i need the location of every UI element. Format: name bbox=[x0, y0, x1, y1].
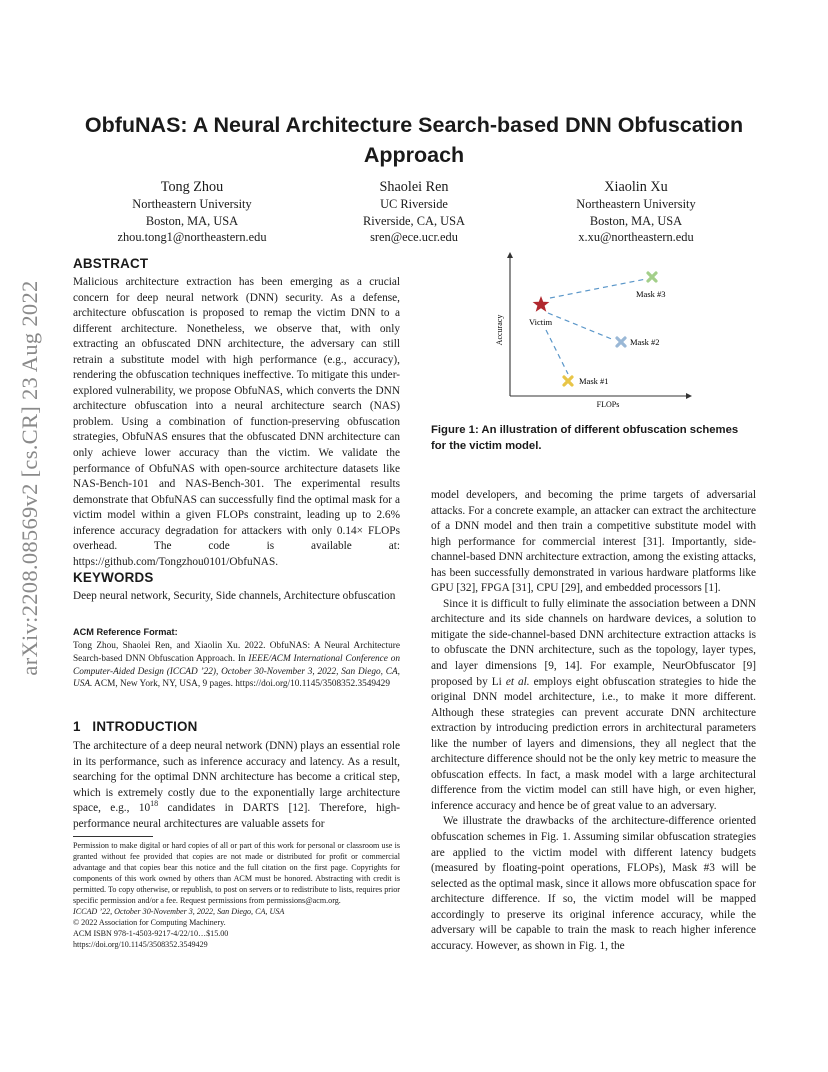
author-email: sren@ece.ucr.edu bbox=[370, 230, 458, 244]
intro-paragraph-1 bbox=[73, 739, 400, 832]
acm-ref-heading: ACM Reference Format: bbox=[73, 627, 178, 637]
footnote-rule bbox=[73, 836, 153, 837]
footnote-permission: Permission to make digital or hard copies of all or part of this work for personal or classroom use is granted without fee provided that copies are not made or distributed for profit or commercial advantage and that copies bear this notice and the full citation on the first page. Copyrights for components of this work owned by others than ACM must be honored. Abstracting with credit is permitted. To copy otherwise, or republish, to post on servers or to redistribute to lists, requires prior specific permission and/or a fee. Request permissions from permissions@acm.org. bbox=[73, 841, 400, 905]
acm-ref-part-b: ACM, New York, NY, USA, 9 pages. https://doi.org/10.1145/3508352.3549429 bbox=[92, 679, 390, 690]
author-location: Boston, MA, USA bbox=[589, 213, 683, 228]
author-name: Tong Zhou bbox=[160, 179, 224, 195]
figure-1 bbox=[480, 250, 700, 410]
intro-p1-a: The architecture of a deep neural network (DNN) plays an essential role in its performance, such as inference accuracy and latency. As a result, searching for the optimal DNN architecture has become a critical step, which is extremely costly due to the exponentially large architecture space, e.g., 10 bbox=[73, 740, 400, 815]
right-paragraph-2 bbox=[431, 597, 756, 815]
link-victim-mask3 bbox=[550, 279, 646, 298]
arxiv-id: arXiv:2208.08569v2 [cs.CR] 23 Aug 2022 bbox=[17, 280, 42, 676]
intro-heading bbox=[73, 719, 197, 734]
link-victim-mask2 bbox=[548, 313, 614, 340]
author-affiliation: UC Riverside bbox=[380, 197, 448, 211]
author-location: Riverside, CA, USA bbox=[363, 213, 465, 228]
mask3-label: Mask #3 bbox=[636, 289, 666, 299]
right-paragraph-3: We illustrate the drawbacks of the architecture-difference oriented obfuscation schemes in Fig. 1. Assuming similar obfuscation strategies are applied to the victim model with different latency budgets (measured by floating-point operations, FLOPs), Mask #3 will be selected as the optimal mask, since it allows more obfuscation space for architecture difference. If so, the victim model will be mapped accordingly to preserve its original inference accuracy, while the adversary will be capable to train the mask to reach higher inference accuracy. However, as shown in Fig. 1, the bbox=[431, 815, 757, 952]
intro-heading-text: INTRODUCTION bbox=[92, 719, 198, 734]
victim-star-icon bbox=[533, 296, 550, 312]
mask2-label: Mask #2 bbox=[630, 337, 660, 347]
footnote-copyright: © 2022 Association for Computing Machinery. bbox=[73, 918, 226, 927]
author-name: Shaolei Ren bbox=[379, 179, 449, 195]
author-block-1 bbox=[62, 178, 322, 246]
y-axis-label: Accuracy bbox=[495, 314, 504, 346]
author-name: Xiaolin Xu bbox=[604, 179, 668, 195]
author-email: x.xu@northeastern.edu bbox=[578, 230, 694, 244]
mask1-label: Mask #1 bbox=[579, 376, 609, 386]
abstract-heading: ABSTRACT bbox=[73, 256, 149, 271]
keywords-heading: KEYWORDS bbox=[73, 570, 154, 585]
right-p2-b: employs eight obfuscation strategies to hide the original DNN model architecture, i.e., to make it more different. Although these strategies can prevent accurate DNN architecture extraction by introducing prediction errors in architectural parameters like the number of layers and dimensions, they all neglect that the architecture difference should not be the only key metric to measure the obfuscation effects. In fact, a mask model with a large architectural difference from the victim model can still have high, or even higher, inference accuracy and hence be of great value to an adversary. bbox=[431, 675, 757, 812]
author-email: zhou.tong1@northeastern.edu bbox=[117, 230, 267, 244]
author-affiliation: Northeastern University bbox=[132, 197, 252, 211]
mask3-cross-icon bbox=[648, 273, 656, 281]
arxiv-stamp bbox=[13, 278, 47, 678]
x-axis-label: FLOPs bbox=[596, 400, 620, 409]
right-p2-a: Since it is difficult to fully eliminate the association between a DNN architecture and its side channels on hardware devices, a solution to mitigate the side-channel-based DNN architecture extraction attacks is to obfuscate the DNN architecture, such as the topology, layer types, and layer dimensions [9, 14]. For example, NeurObfuscator [9] proposed by Li bbox=[431, 597, 756, 688]
intro-text bbox=[73, 739, 400, 832]
right-p2-italic: et al. bbox=[505, 675, 530, 688]
footnote-conf: ICCAD ’22, October 30-November 3, 2022, San Diego, CA, USA bbox=[73, 907, 285, 916]
intro-heading-number: 1 bbox=[73, 719, 81, 734]
abstract-body: Malicious architecture extraction has been emerging as a crucial concern for deep neural network (DNN) security. As a defense, architecture obfuscation is proposed to remap the victim DNN to a different architecture. Nonetheless, we observe that, with only extracting an obfuscated DNN architecture, the adversary can still retrain a substitute model with high performance (e.g., accuracy), rendering the obfuscation techniques ineffective. To mitigate this under-explored vulnerability, we propose ObfuNAS, which converts the DNN architecture obfuscation into a neural architecture search (NAS) problem. Using a combination of function-preserving obfuscation strategies, ObfuNAS ensures that the obfuscated DNN architecture can only achieve lower accuracy than the victim. We validate the performance of ObfuNAS with open-source architecture datasets like NAS-Bench-101 and NAS-Bench-301. The experimental results demonstrate that ObfuNAS can successfully find the optimal mask for a victim model within a given FLOPs constraint, leading up to 2.6% inference accuracy degradation for attackers with only 0.14× FLOPs overhead. The code is available at: https://github.com/Tongzhou0101/ObfuNAS. bbox=[73, 276, 400, 568]
mask2-cross-icon bbox=[617, 338, 625, 346]
intro-p1-b: candidates in DARTS [12]. Therefore, high-performance neural architectures are valuable assets for bbox=[73, 802, 400, 830]
keywords-text: Deep neural network, Security, Side channels, Architecture obfuscation bbox=[73, 590, 396, 602]
x-axis-arrow bbox=[686, 393, 692, 399]
y-axis-arrow bbox=[507, 252, 513, 258]
author-block-2 bbox=[284, 178, 544, 246]
abstract-text bbox=[73, 275, 400, 570]
author-block-3 bbox=[506, 178, 766, 246]
acm-ref-part-a: Tong Zhou, Shaolei Ren, and Xiaolin Xu. 2022. ObfuNAS: A Neural Architecture Search-based DNN Obfuscation Approach. In bbox=[73, 641, 400, 664]
right-paragraph-1: model developers, and becoming the prime targets of adversarial attacks. For a concrete example, an attacker can extract the architecture of a DNN model and then train a competitive substitute model with high performance for commercial interest [31]. Importantly, side-channel-based DNN architecture extraction, among the existing attacks, has been successfully demonstrated in various hardware platforms like GPU [32], FPGA [31], CPU [29], and embedded processors [1]. bbox=[431, 489, 756, 595]
mask1-cross-icon bbox=[564, 377, 572, 385]
author-location: Boston, MA, USA bbox=[145, 213, 239, 228]
intro-p1-sup: 18 bbox=[150, 799, 159, 809]
footnote bbox=[73, 840, 400, 950]
footnote-doi: https://doi.org/10.1145/3508352.3549429 bbox=[73, 940, 208, 949]
footnote-isbn: ACM ISBN 978-1-4503-9217-4/22/10…$15.00 bbox=[73, 929, 229, 938]
acm-ref-venue: IEEE/ACM International Conference on Computer-Aided Design (ICCAD ’22), October 30-November 3, 2022, San Diego, CA, USA. bbox=[73, 653, 400, 690]
acm-ref-text bbox=[73, 640, 400, 691]
figure-caption: Figure 1: An illustration of different obfuscation schemes for the victim model. bbox=[431, 424, 739, 452]
victim-label: Victim bbox=[529, 317, 553, 327]
link-victim-mask1 bbox=[546, 330, 568, 374]
author-affiliation: Northeastern University bbox=[576, 197, 696, 211]
right-column-text bbox=[431, 488, 756, 954]
paper-title: ObfuNAS: A Neural Architecture Search-based DNN Obfuscation Approach bbox=[84, 113, 744, 167]
